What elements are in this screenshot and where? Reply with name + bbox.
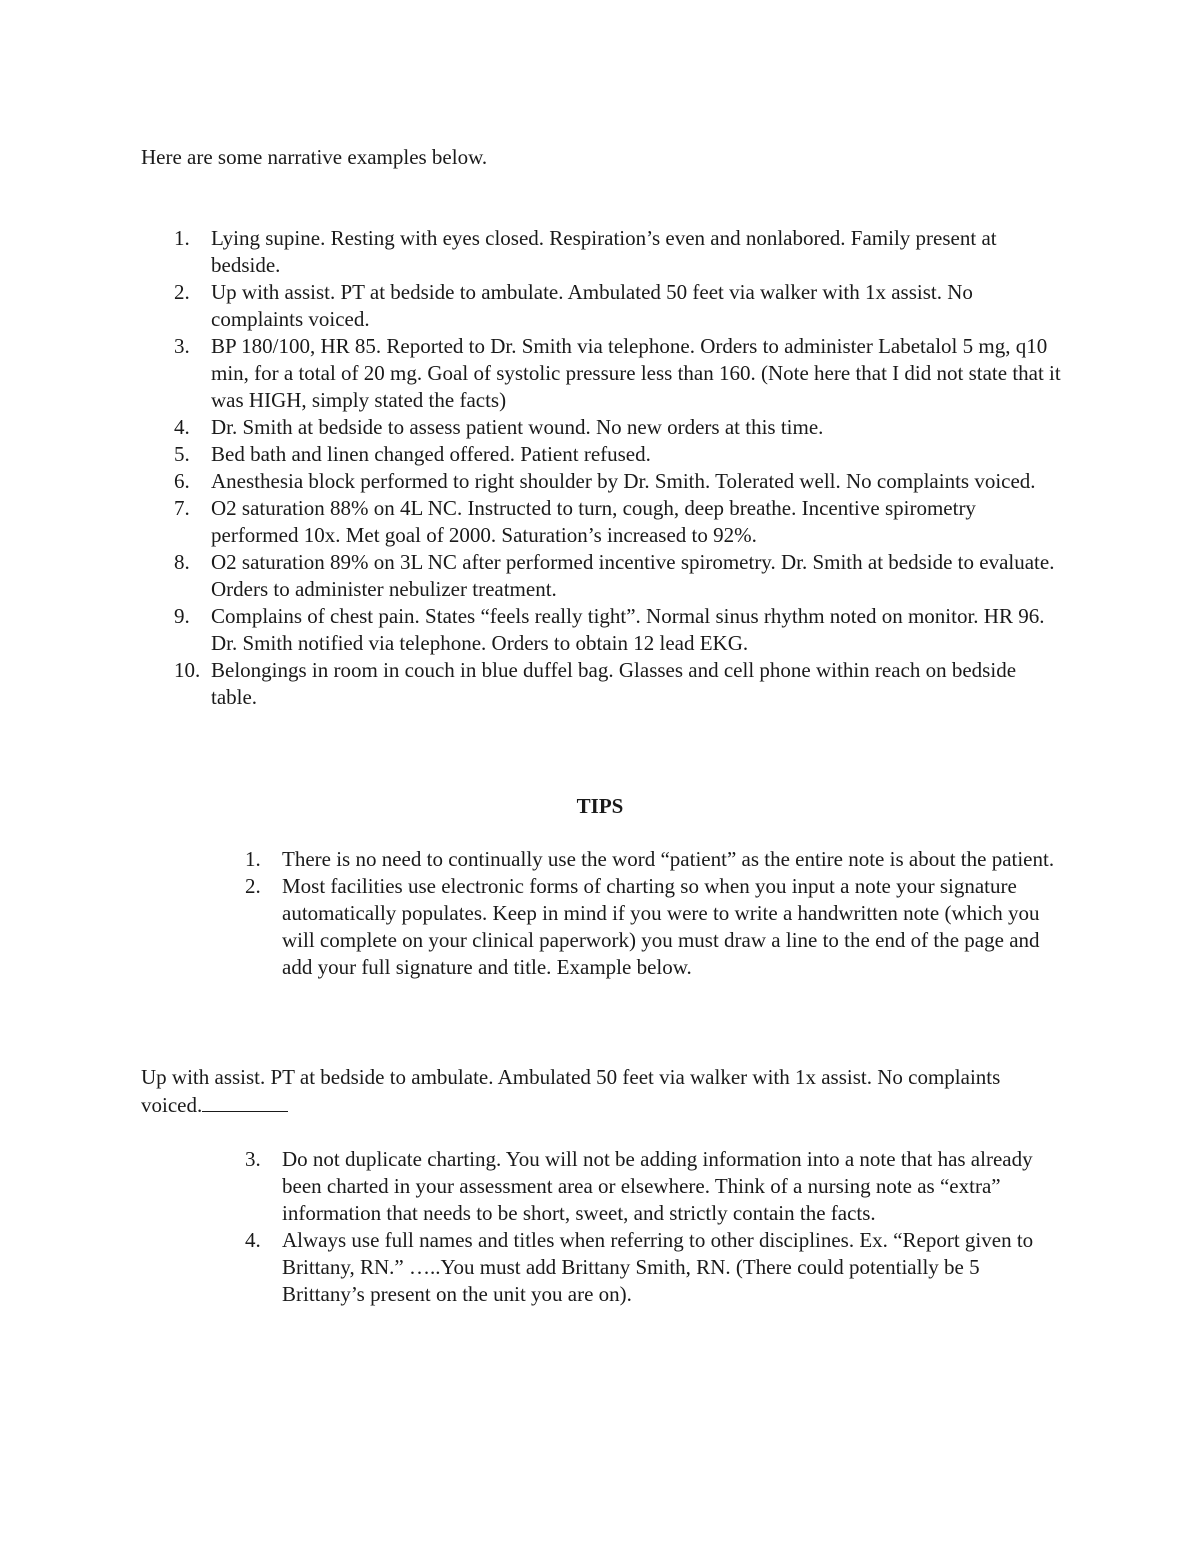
example-note xyxy=(141,1064,1041,1119)
tips-list-part1 xyxy=(245,846,1065,981)
list-item-text: Up with assist. PT at bedside to ambulate. Ambulated 50 feet via walker with 1x assist. No complaints voiced. xyxy=(211,280,973,331)
list-number: 4. xyxy=(245,1228,261,1252)
list-number: 4. xyxy=(174,415,190,439)
list-number: 3. xyxy=(245,1147,261,1171)
tips-heading: TIPS xyxy=(576,794,624,818)
list-item xyxy=(174,495,1064,549)
list-item xyxy=(245,1227,1065,1308)
list-item-text: BP 180/100, HR 85. Reported to Dr. Smith via telephone. Orders to administer Labetalol 5 mg, q10 min, for a total of 20 mg. Goal of systolic pressure less than 160. (Note here that I did not state that it was HIGH, simply stated the facts) xyxy=(211,334,1061,412)
list-number: 2. xyxy=(174,280,190,304)
list-item-text: Anesthesia block performed to right shoulder by Dr. Smith. Tolerated well. No complaints voiced. xyxy=(211,469,1036,493)
list-item-text: Most facilities use electronic forms of charting so when you input a note your signature automatically populates. Keep in mind if you were to write a handwritten note (which you will complete on your clinical paperwork) you must draw a line to the end of the page and add your full signature and title. Example below. xyxy=(282,874,1040,979)
list-item xyxy=(174,333,1064,414)
list-item xyxy=(174,279,1064,333)
list-item xyxy=(245,846,1065,873)
list-item xyxy=(174,468,1064,495)
list-item-text: O2 saturation 88% on 4L NC. Instructed to turn, cough, deep breathe. Incentive spirometry performed 10x. Met goal of 2000. Saturation’s increased to 92%. xyxy=(211,496,976,547)
list-number: 3. xyxy=(174,334,190,358)
tips-list-part2 xyxy=(245,1146,1065,1308)
list-number: 6. xyxy=(174,469,190,493)
list-item xyxy=(245,1146,1065,1227)
list-number: 1. xyxy=(174,226,190,250)
narrative-examples-list xyxy=(174,225,1064,711)
list-item xyxy=(174,225,1064,279)
example-note-text: Up with assist. PT at bedside to ambulate. Ambulated 50 feet via walker with 1x assist. No complaints voiced. xyxy=(141,1065,1001,1117)
list-item-text: Belongings in room in couch in blue duffel bag. Glasses and cell phone within reach on bedside table. xyxy=(211,658,1017,709)
list-item-text: Complains of chest pain. States “feels really tight”. Normal sinus rhythm noted on monitor. HR 96. Dr. Smith notified via telephone. Orders to obtain 12 lead EKG. xyxy=(211,604,1045,655)
list-item-text: Always use full names and titles when referring to other disciplines. Ex. “Report given to Brittany, RN.” …..You must add Brittany Smith, RN. (There could potentially be 5 Brittany’s present on the unit you are on). xyxy=(282,1228,1034,1306)
list-item-text: Lying supine. Resting with eyes closed. Respiration’s even and nonlabored. Family present at bedside. xyxy=(211,226,997,277)
list-item-text: Dr. Smith at bedside to assess patient wound. No new orders at this time. xyxy=(211,415,824,439)
signature-line xyxy=(202,1091,288,1112)
list-number: 5. xyxy=(174,442,190,466)
list-item-text: Do not duplicate charting. You will not be adding information into a note that has already been charted in your assessment area or elsewhere. Think of a nursing note as “extra” information that needs to be short, sweet, and strictly contain the facts. xyxy=(282,1147,1033,1225)
list-item xyxy=(174,549,1064,603)
list-item-text: Bed bath and linen changed offered. Patient refused. xyxy=(211,442,651,466)
list-item xyxy=(174,414,1064,441)
list-number: 1. xyxy=(245,847,261,871)
list-number: 9. xyxy=(174,604,190,628)
list-number: 7. xyxy=(174,496,190,520)
list-number: 2. xyxy=(245,874,261,898)
intro-text: Here are some narrative examples below. xyxy=(141,145,488,169)
list-number: 10. xyxy=(174,658,201,682)
list-item xyxy=(245,873,1065,981)
list-item-text: There is no need to continually use the word “patient” as the entire note is about the patient. xyxy=(282,847,1055,871)
list-item xyxy=(174,441,1064,468)
list-item xyxy=(174,603,1064,657)
list-item-text: O2 saturation 89% on 3L NC after performed incentive spirometry. Dr. Smith at bedside to evaluate. Orders to administer nebulizer treatment. xyxy=(211,550,1055,601)
list-number: 8. xyxy=(174,550,190,574)
list-item xyxy=(174,657,1064,711)
